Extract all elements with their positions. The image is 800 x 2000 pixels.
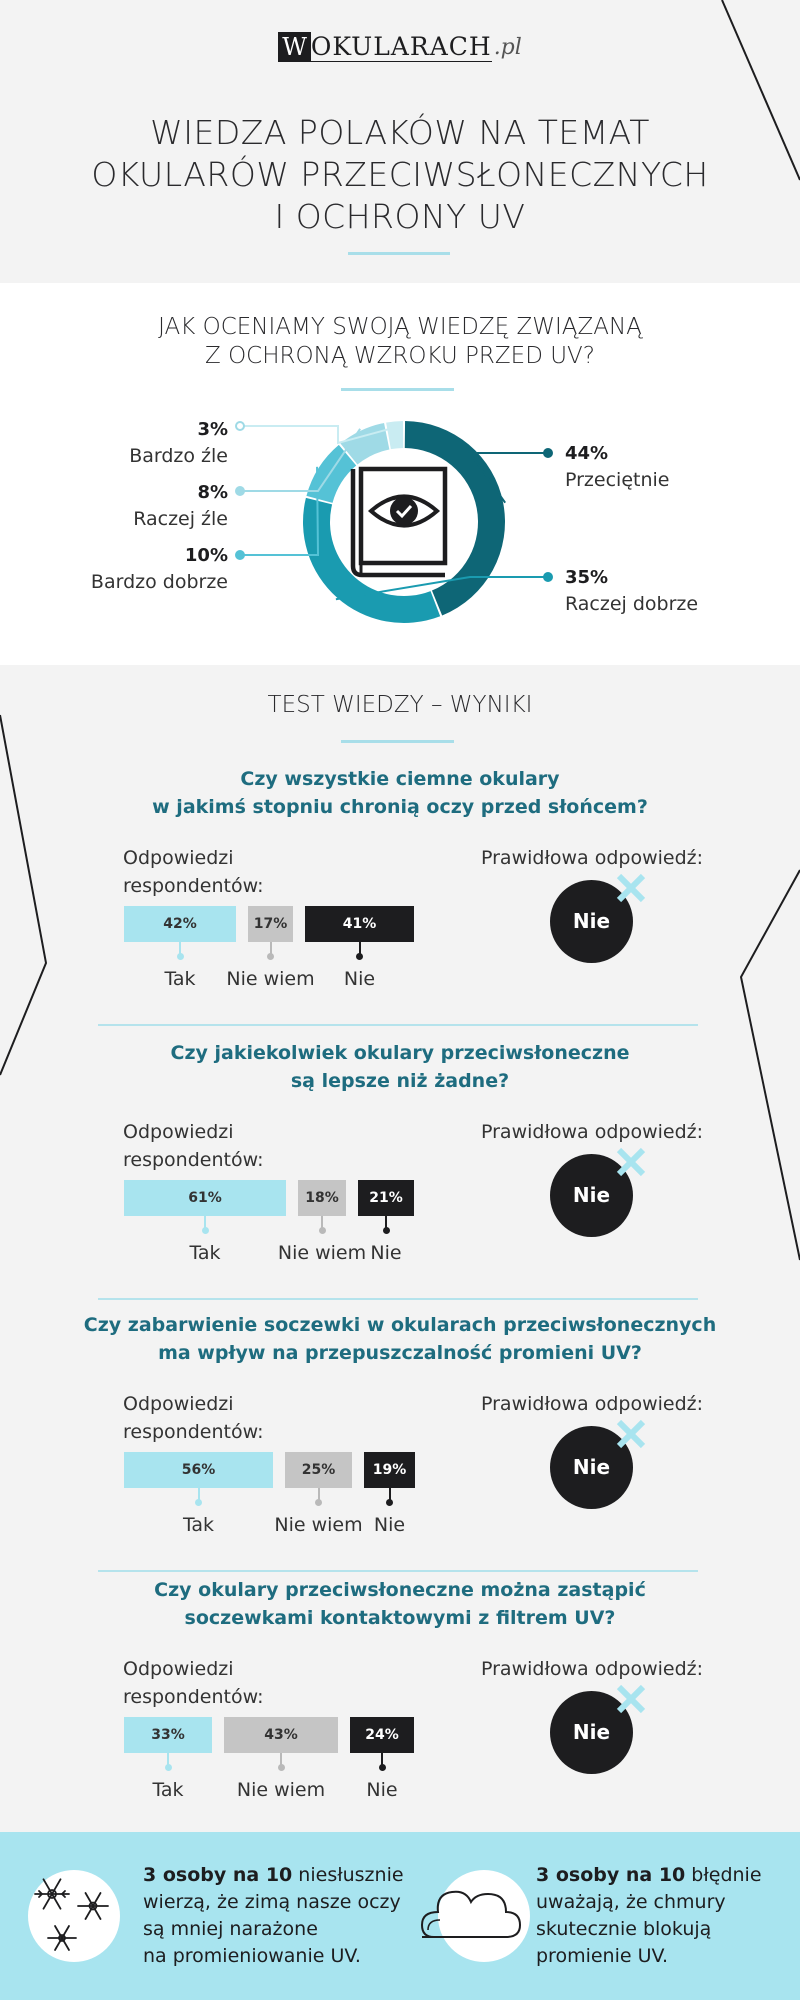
bar-nie_wiem: 43% [224,1717,338,1753]
donut-category: Bardzo dobrze [90,571,228,593]
donut-label-przecietnie [565,440,669,494]
question-title-line: ma wpływ na przepuszczalność promieni UV? [158,1342,642,1364]
donut-slice [386,421,403,449]
bar-label-tak: Tak [164,968,196,990]
footer-left-line: na promieniowanie UV. [143,1945,361,1967]
donut-leader-dot [544,449,552,457]
bar-label-nie: Nie [366,1779,398,1801]
wrong-x-icon [614,1682,648,1716]
donut-label-bardzo-dobrze [60,542,228,596]
correct-answer-badge: Nie [550,1154,633,1237]
donut-label-raczej-dobrze [565,564,698,618]
bar-nie: 41% [305,906,414,942]
bar-tak: 61% [124,1180,286,1216]
respondents-label-line: respondentów: [123,1686,264,1708]
footer-left-strong: 3 osoby na 10 [143,1864,293,1886]
bar-dot [278,1764,285,1771]
respondents-label [123,844,263,900]
question-divider [98,1570,698,1572]
respondents-label [123,1118,263,1174]
footer-left-line [143,1862,423,1889]
respondents-label-line: respondentów: [123,875,264,897]
page-title-line: WIEDZA POLAKÓW NA TEMAT [150,113,650,152]
donut-leader-dot [236,422,244,430]
donut-category: Bardzo źle [129,445,228,467]
respondents-label [123,1655,263,1711]
bar-label-nie: Nie [370,1242,402,1264]
correct-answer-badge: Nie [550,880,633,963]
donut-category: Przeciętnie [565,469,670,491]
bar-nie_wiem: 17% [248,906,293,942]
respondents-label-line: respondentów: [123,1149,264,1171]
footer-left-line: są mniej narażone [143,1918,318,1940]
footer-left-text [143,1862,423,1970]
footer-left-line: wierzą, że zimą nasze oczy [143,1891,401,1913]
bar-tak: 33% [124,1717,212,1753]
bar-label-nie: Nie [343,968,376,990]
question-title-line: Czy zabarwienie soczewki w okularach przeciwsłonecznych [83,1314,717,1336]
correct-answer-label: Prawidłowa odpowiedź: [481,847,704,869]
donut-label-bardzo-zle [60,416,228,470]
bar-nie: 24% [350,1717,414,1753]
bar-dot [356,953,363,960]
respondents-label-line: Odpowiedzi [123,1121,234,1143]
page-title [0,112,800,238]
logo-text: OKULARACH [310,31,492,61]
bar-label-nie: Nie [373,1514,406,1536]
logo[interactable] [0,32,800,72]
bar-nie_wiem: 18% [298,1180,346,1216]
footer-right-line: uważają, że chmury [536,1891,726,1913]
donut-label-raczej-zle [60,479,228,533]
footer-right-rest: błędnie [685,1864,762,1886]
bar-label-tak: Tak [152,1779,184,1801]
page-title-line: I OCHRONY UV [274,197,526,236]
question-title [0,1039,800,1095]
question-title-line: Czy okulary przeciwsłoneczne można zastąpić [154,1579,646,1601]
donut-leader-dot [236,487,244,495]
header [0,0,800,283]
donut-value: 44% [565,443,609,464]
bar-dot [319,1227,326,1234]
logo-w: W [278,32,311,62]
footer-left-rest: niesłusznie [292,1864,404,1886]
bar-label-nie_wiem: Nie wiem [274,1514,363,1536]
wrong-x-icon [614,871,648,905]
title-underline [348,252,450,255]
wrong-x-icon [614,1145,648,1179]
respondents-label-line: Odpowiedzi [123,847,234,869]
footer [0,1832,800,2000]
question-title-line: Czy wszystkie ciemne okulary [240,768,560,790]
correct-answer-badge: Nie [550,1426,633,1509]
donut-leader-dot [544,573,552,581]
question-title [0,1311,800,1367]
bar-label-tak: Tak [182,1514,215,1536]
test-section [0,665,800,1832]
bar-nie: 19% [364,1452,415,1488]
cloud-icon [438,1870,530,1962]
bar-dot [383,1227,390,1234]
question-title-line: w jakimś stopniu chronią oczy przed słońcem? [152,796,648,818]
bar-label-nie_wiem: Nie wiem [236,1779,326,1801]
question-title-line: soczewkami kontaktowymi z filtrem UV? [184,1607,616,1629]
bar-label-nie_wiem: Nie wiem [277,1242,367,1264]
correct-answer-badge: Nie [550,1691,633,1774]
bar-dot [379,1764,386,1771]
donut-category: Raczej źle [133,508,228,530]
bar-tak: 42% [124,906,236,942]
correct-answer-label: Prawidłowa odpowiedź: [481,1393,704,1415]
bar-nie_wiem: 25% [285,1452,352,1488]
knowledge-title-line: Z OCHRONĄ WZROKU PRZED UV? [205,343,595,369]
footer-right-strong: 3 osoby na 10 [536,1864,686,1886]
donut-value: 10% [184,545,228,566]
bar-dot [202,1227,209,1234]
bar-dot [177,953,184,960]
donut-leader-dot [236,551,244,559]
question-title [0,1576,800,1632]
knowledge-section [0,283,800,665]
wrong-x-icon [614,1417,648,1451]
respondents-label [123,1390,263,1446]
donut-value: 35% [565,567,609,588]
footer-right-line [536,1862,776,1889]
test-underline [341,740,454,743]
respondents-label-line: respondentów: [123,1421,264,1443]
bar-dot [267,953,274,960]
bar-nie: 21% [358,1180,414,1216]
donut-category: Raczej dobrze [565,593,699,615]
question-divider [98,1024,698,1026]
footer-right-text [536,1862,776,1970]
footer-right-line: skutecznie blokują [536,1918,712,1940]
question-divider [98,1298,698,1300]
question-title-line: Czy jakiekolwiek okulary przeciwsłoneczne [170,1042,630,1064]
test-title: TEST WIEDZY – WYNIKI [267,692,533,718]
footer-right-line: promienie UV. [536,1945,669,1967]
respondents-label-line: Odpowiedzi [123,1393,234,1415]
bar-tak: 56% [124,1452,273,1488]
page-title-line: OKULARÓW PRZECIWSŁONECZNYCH [91,155,709,194]
bar-label-tak: Tak [189,1242,221,1264]
knowledge-title-line: JAK OCENIAMY SWOJĄ WIEDZĘ ZWIĄZANĄ [158,314,642,340]
respondents-label-line: Odpowiedzi [123,1658,234,1680]
donut-value: 8% [197,482,228,503]
snowflakes-icon [28,1870,120,1962]
correct-answer-label: Prawidłowa odpowiedź: [481,1121,704,1143]
bar-label-nie_wiem: Nie wiem [226,968,315,990]
logo-pl: .pl [493,34,522,60]
bar-dot [195,1499,202,1506]
question-title-line: są lepsze niż żadne? [290,1070,510,1092]
donut-value: 3% [197,419,228,440]
book-eye-icon [353,469,445,575]
correct-answer-label: Prawidłowa odpowiedź: [481,1658,704,1680]
question-title [0,765,800,821]
bar-dot [386,1499,393,1506]
bar-dot [165,1764,172,1771]
bar-dot [315,1499,322,1506]
